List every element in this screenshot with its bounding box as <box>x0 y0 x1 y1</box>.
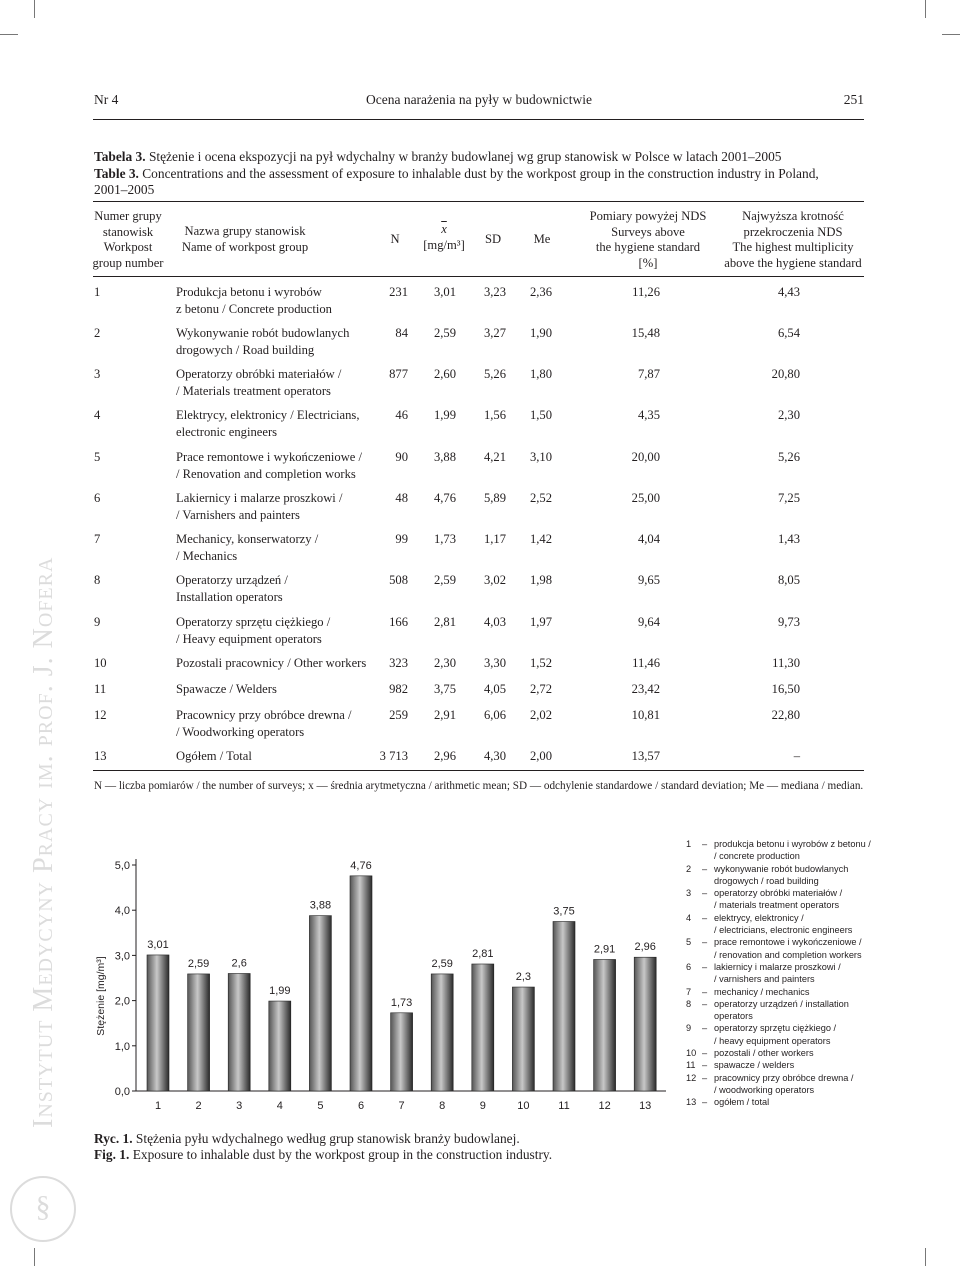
institute-side-text: Instytut Medycyny Pracy im. prof. J. Nofera <box>28 556 59 1128</box>
legend-dash: – <box>702 863 708 874</box>
x-tick-label: 5 <box>317 1100 324 1112</box>
bar-value-label: 1,99 <box>269 985 291 998</box>
bar-value-label: 2,81 <box>472 947 494 960</box>
legend-item <box>686 986 876 998</box>
row-n-value: 877 <box>389 367 408 381</box>
x-tick-label: 11 <box>558 1100 570 1112</box>
row-mult-value: 6,54 <box>777 326 800 340</box>
figure-caption-pl: Stężenia pyłu wdychalnego według grup stanowisk branży budowlanej. <box>132 1131 520 1146</box>
legend-text: / woodworking operators <box>714 1084 815 1095</box>
y-tick-label: 1,0 <box>114 1040 130 1053</box>
legend-number: 7 <box>686 986 692 997</box>
row-n-value: 508 <box>389 573 408 587</box>
row-group-name: Produkcja betonu i wyrobów z betonu / Concrete production <box>176 285 332 316</box>
bar-value-label: 3,75 <box>553 905 575 918</box>
legend-number: 4 <box>686 912 692 923</box>
row-n-value: 99 <box>395 532 408 546</box>
legend-item <box>686 1047 876 1059</box>
row-me-value: 1,42 <box>529 532 552 546</box>
row-group-name: Ogółem / Total <box>176 749 252 763</box>
legend-text: operators <box>714 1011 753 1022</box>
bar <box>431 974 453 1091</box>
legend-item <box>686 961 876 986</box>
bar-value-label: 3,01 <box>147 938 169 951</box>
legend-number: 13 <box>686 1097 697 1108</box>
row-sd-value: 3,27 <box>483 326 506 340</box>
legend-text: / varnishers and painters <box>714 974 815 985</box>
row-above-value: 13,57 <box>631 749 660 763</box>
legend-text: operatorzy obróbki materiałów / <box>714 888 843 899</box>
legend-dash: – <box>702 961 708 972</box>
legend-text: pozostali / other workers <box>714 1048 814 1059</box>
legend-text: elektrycy, elektronicy / <box>714 912 804 923</box>
row-above-value: 23,42 <box>631 682 660 696</box>
row-n-value: 231 <box>389 285 408 299</box>
row-above-value: 15,48 <box>631 326 660 340</box>
row-me-value: 2,00 <box>529 749 552 763</box>
x-tick-label: 7 <box>398 1100 405 1112</box>
row-sd-value: 3,02 <box>483 573 506 587</box>
legend-text: / renovation and completion workers <box>714 949 862 960</box>
table-caption-en: Concentrations and the assessment of exposure to inhalable dust by the workpost group in the construction industry in Poland, 2001–2005 <box>94 165 819 197</box>
row-group-number: 9 <box>94 615 101 629</box>
legend-number: 12 <box>686 1072 697 1083</box>
row-group-number: 12 <box>94 708 107 722</box>
row-sd-value: 4,05 <box>483 682 506 696</box>
row-n-value: 46 <box>395 408 408 422</box>
row-me-value: 2,36 <box>529 285 552 299</box>
row-mult-value: 2,30 <box>777 408 800 422</box>
row-group-number: 10 <box>94 656 107 670</box>
x-tick-label: 1 <box>154 1100 162 1112</box>
legend-item <box>686 1022 876 1047</box>
legend-text: drogowych / road building <box>714 875 819 886</box>
row-mean-value: 2,60 <box>433 367 456 381</box>
legend-dash: – <box>702 986 708 997</box>
legend-text: / concrete production <box>714 851 800 862</box>
bar <box>309 916 331 1091</box>
x-tick-label: 13 <box>639 1100 652 1112</box>
legend-dash: – <box>702 1097 708 1108</box>
row-n-value: 90 <box>395 450 408 464</box>
table-header-rule <box>93 276 864 277</box>
bar-value-label: 2,6 <box>231 957 247 970</box>
legend-text: operatorzy urządzeń / installation <box>714 998 849 1009</box>
legend-item <box>686 1059 876 1071</box>
institute-seal-logo: § <box>10 1176 76 1242</box>
row-group-name: Mechanicy, konserwatorzy / / Mechanics <box>176 532 319 563</box>
row-group-number: 2 <box>94 326 101 340</box>
x-tick-label: 8 <box>439 1100 446 1112</box>
legend-text: produkcja betonu i wyrobów z betonu / <box>714 839 871 849</box>
crop-mark <box>925 1248 926 1266</box>
legend-item <box>686 1096 876 1108</box>
row-group-number: 11 <box>94 682 107 696</box>
row-above-value: 11,46 <box>632 656 660 670</box>
row-group-name: Prace remontowe i wykończeniowe / / Renovation and completion works <box>176 450 363 481</box>
row-group-name: Spawacze / Welders <box>176 682 277 696</box>
header-me: Me <box>533 232 551 246</box>
row-group-name: Pracownicy przy obróbce drewna / / Woodworking operators <box>176 708 352 739</box>
bar <box>472 964 494 1091</box>
header-rule <box>93 119 864 120</box>
row-mult-value: 7,25 <box>777 491 800 505</box>
legend-text: prace remontowe i wykończeniowe / <box>714 937 862 948</box>
bar <box>391 1013 413 1091</box>
row-above-value: 20,00 <box>631 450 660 464</box>
row-n-value: 48 <box>395 491 408 505</box>
row-group-name: Pozostali pracownicy / Other workers <box>176 656 367 670</box>
legend-number: 5 <box>686 937 692 948</box>
row-me-value: 1,98 <box>529 573 552 587</box>
legend-text: / materials treatment operators <box>714 900 840 911</box>
legend-text: / heavy equipment operators <box>714 1035 831 1046</box>
row-sd-value: 4,21 <box>483 450 506 464</box>
bar-value-label: 2,96 <box>634 941 656 954</box>
x-tick-label: 3 <box>236 1100 243 1112</box>
row-sd-value: 5,89 <box>483 491 506 505</box>
row-group-number: 1 <box>94 285 101 299</box>
legend-dash: – <box>702 912 708 923</box>
legend-dash: – <box>702 839 708 849</box>
legend-dash: – <box>702 937 708 948</box>
row-group-number: 7 <box>94 532 101 546</box>
row-sd-value: 1,17 <box>483 532 506 546</box>
legend-number: 3 <box>686 888 692 899</box>
x-tick-label: 4 <box>276 1100 283 1112</box>
legend-item <box>686 912 876 937</box>
row-mean-value: 3,75 <box>433 682 456 696</box>
header-n: N <box>390 232 400 246</box>
table-footnote: N — liczba pomiarów / the number of surveys; x — średnia arytmetyczna / arithmetic mean; SD — odchylenie standardowe / standard deviation; Me — mediana / median. <box>94 780 864 792</box>
legend-item <box>686 887 876 912</box>
row-mult-value: 22,80 <box>771 708 800 722</box>
row-mult-value: 5,26 <box>777 450 800 464</box>
legend-item <box>686 863 876 888</box>
figure-label-en: Fig. 1. <box>94 1146 130 1162</box>
row-mult-value: – <box>793 749 800 763</box>
y-tick-label: 4,0 <box>114 905 130 918</box>
legend-item <box>686 998 876 1023</box>
row-mult-value: 9,73 <box>777 615 800 629</box>
table-caption-pl: Stężenie i ocena ekspozycji na pył wdychalny w branży budowlanej wg grup stanowisk w Polsce w latach 2001–2005 <box>145 149 782 164</box>
row-group-name: Operatorzy urządzeń / Installation operators <box>176 573 288 604</box>
row-above-value: 9,64 <box>637 615 660 629</box>
row-mean-value: 1,99 <box>433 408 456 422</box>
y-tick-label: 3,0 <box>114 950 130 963</box>
row-group-name: Wykonywanie robót budowlanych drogowych / Road building <box>176 326 350 357</box>
legend-text: pracownicy przy obróbce drewna / <box>714 1072 854 1083</box>
bar <box>553 922 575 1092</box>
running-header <box>94 92 864 110</box>
row-me-value: 2,72 <box>529 682 552 696</box>
legend-dash: – <box>702 998 708 1009</box>
row-group-number: 3 <box>94 367 101 381</box>
row-mean-value: 1,73 <box>433 532 456 546</box>
row-group-number: 13 <box>94 749 107 763</box>
legend-item <box>686 838 876 863</box>
legend-number: 6 <box>686 961 692 972</box>
row-mult-value: 20,80 <box>771 367 800 381</box>
table-top-rule <box>93 201 864 202</box>
row-me-value: 1,52 <box>529 656 552 670</box>
row-group-name: Operatorzy sprzętu ciężkiego / / Heavy equipment operators <box>176 615 331 646</box>
row-n-value: 3 713 <box>379 749 408 763</box>
bar-value-label: 2,3 <box>515 971 532 984</box>
row-mult-value: 11,30 <box>772 656 800 670</box>
row-group-name: Operatorzy obróbki materiałów / / Materials treatment operators <box>176 367 342 398</box>
row-n-value: 323 <box>389 656 408 670</box>
row-group-number: 8 <box>94 573 101 587</box>
bar <box>634 957 656 1091</box>
row-me-value: 1,97 <box>529 615 552 629</box>
row-sd-value: 1,56 <box>483 408 506 422</box>
x-tick-label: 9 <box>479 1100 486 1112</box>
crop-mark <box>34 0 35 18</box>
legend-text: spawacze / welders <box>714 1060 795 1071</box>
legend-dash: – <box>702 888 708 899</box>
bar <box>594 959 616 1091</box>
row-me-value: 1,50 <box>529 408 552 422</box>
header-multiplicity: Najwyższa krotność przekroczenia NDS The highest multiplicity above the hygiene standard <box>724 209 862 270</box>
header-group-name: Nazwa grupy stanowisk Name of workpost group <box>181 224 309 254</box>
bar <box>147 955 169 1091</box>
legend-dash: – <box>702 1072 708 1083</box>
header-group-no: Numer grupy stanowisk Workpost group number <box>92 209 164 270</box>
legend-dash: – <box>702 1023 708 1034</box>
legend-text: wykonywanie robót budowlanych <box>714 863 849 874</box>
legend-text: lakiernicy i malarze proszkowi / <box>714 961 841 972</box>
legend-text: mechanicy / mechanics <box>714 986 810 997</box>
row-sd-value: 3,23 <box>483 285 506 299</box>
bar-value-label: 3,88 <box>309 899 332 912</box>
y-tick-label: 2,0 <box>114 995 130 1008</box>
y-tick-label: 0,0 <box>114 1086 130 1098</box>
row-above-value: 9,65 <box>637 573 660 587</box>
row-mean-value: 3,88 <box>433 450 456 464</box>
bar <box>228 973 250 1091</box>
legend-item <box>686 936 876 961</box>
bar-value-label: 2,59 <box>187 957 210 970</box>
row-mean-value: 3,01 <box>433 285 456 299</box>
legend-number: 2 <box>686 863 692 874</box>
figure-caption-en: Exposure to inhalable dust by the workpost group in the construction industry. <box>129 1146 553 1162</box>
row-me-value: 2,02 <box>529 708 552 722</box>
crop-mark <box>34 1248 35 1266</box>
row-mult-value: 1,43 <box>777 532 800 546</box>
row-mult-value: 8,05 <box>777 573 800 587</box>
bar <box>512 987 534 1091</box>
row-group-name: Elektrycy, elektronicy / Electricians, electronic engineers <box>176 408 360 439</box>
row-me-value: 3,10 <box>529 450 552 464</box>
row-me-value: 1,90 <box>529 326 552 340</box>
header-above: Pomiary powyżej NDS Surveys above the hygiene standard [%] <box>589 209 707 270</box>
row-above-value: 25,00 <box>631 491 660 505</box>
bar-value-label: 2,91 <box>593 943 616 956</box>
x-tick-label: 6 <box>357 1100 365 1112</box>
row-me-value: 2,52 <box>529 491 552 505</box>
legend-text: / electricians, electronic engineers <box>714 925 853 936</box>
crop-mark <box>0 34 18 35</box>
legend-text: operatorzy sprzętu ciężkiego / <box>714 1023 837 1034</box>
row-above-value: 4,35 <box>637 408 660 422</box>
y-tick-label: 5,0 <box>114 860 130 872</box>
row-mean-value: 2,59 <box>433 573 456 587</box>
row-n-value: 84 <box>395 326 408 340</box>
row-sd-value: 4,03 <box>483 615 506 629</box>
row-above-value: 4,04 <box>637 532 660 546</box>
table-caption <box>94 149 834 199</box>
legend-dash: – <box>702 1048 708 1059</box>
legend-number: 11 <box>686 1060 696 1071</box>
x-tick-label: 12 <box>598 1100 611 1112</box>
legend-dash: – <box>702 1060 708 1071</box>
bar-value-label: 4,76 <box>350 859 372 872</box>
row-sd-value: 4,30 <box>483 749 506 763</box>
table-label-en: Table 3. <box>94 165 139 181</box>
chart-legend <box>686 838 876 1109</box>
row-me-value: 1,80 <box>529 367 552 381</box>
bar <box>350 876 372 1091</box>
row-n-value: 259 <box>389 708 408 722</box>
row-mean-value: 2,30 <box>433 656 456 670</box>
x-tick-label: 2 <box>195 1100 202 1112</box>
row-group-number: 4 <box>94 408 101 422</box>
running-title: Ocena narażenia na pyły w budownictwie <box>365 92 593 107</box>
crop-mark <box>942 34 960 35</box>
bar <box>269 1001 291 1091</box>
row-above-value: 7,87 <box>637 367 660 381</box>
row-sd-value: 3,30 <box>483 656 506 670</box>
figure-caption <box>94 1131 552 1162</box>
bar <box>188 974 210 1091</box>
bar-value-label: 2,59 <box>431 957 453 970</box>
table-bottom-rule <box>93 770 864 771</box>
figure-label-pl: Ryc. 1. <box>94 1131 133 1146</box>
row-group-number: 6 <box>94 491 101 505</box>
legend-number: 9 <box>686 1023 692 1034</box>
row-above-value: 10,81 <box>631 708 660 722</box>
row-sd-value: 6,06 <box>483 708 506 722</box>
page-number: 251 <box>843 92 864 107</box>
x-tick-label: 10 <box>517 1100 530 1112</box>
row-n-value: 166 <box>389 615 408 629</box>
row-mean-value: 2,81 <box>433 615 456 629</box>
row-mean-value: 2,96 <box>433 749 456 763</box>
row-group-number: 5 <box>94 450 101 464</box>
row-above-value: 11,26 <box>632 285 660 299</box>
header-mean: $\overline{x}$ [mg/m³] <box>423 222 465 252</box>
y-axis-label: Stężenie [mg/m³] <box>95 956 107 1036</box>
legend-number: 8 <box>686 998 692 1009</box>
journal-issue: Nr 4 <box>94 92 119 107</box>
legend-item <box>686 1072 876 1097</box>
row-n-value: 982 <box>389 682 408 696</box>
legend-text: ogółem / total <box>714 1097 770 1108</box>
row-mean-value: 2,59 <box>433 326 456 340</box>
crop-mark <box>925 0 926 18</box>
table-label-pl: Tabela 3. <box>94 149 146 164</box>
row-mult-value: 16,50 <box>771 682 800 696</box>
legend-number: 10 <box>686 1048 697 1059</box>
bar-value-label: 1,73 <box>390 996 413 1009</box>
header-sd: SD <box>484 232 502 246</box>
row-mult-value: 4,43 <box>777 285 800 299</box>
row-sd-value: 5,26 <box>483 367 506 381</box>
row-group-name: Lakiernicy i malarze proszkowi / / Varnishers and painters <box>176 491 343 522</box>
bar-chart <box>90 826 670 1116</box>
row-mean-value: 4,76 <box>433 491 456 505</box>
legend-number: 1 <box>686 839 692 849</box>
row-mean-value: 2,91 <box>433 708 456 722</box>
